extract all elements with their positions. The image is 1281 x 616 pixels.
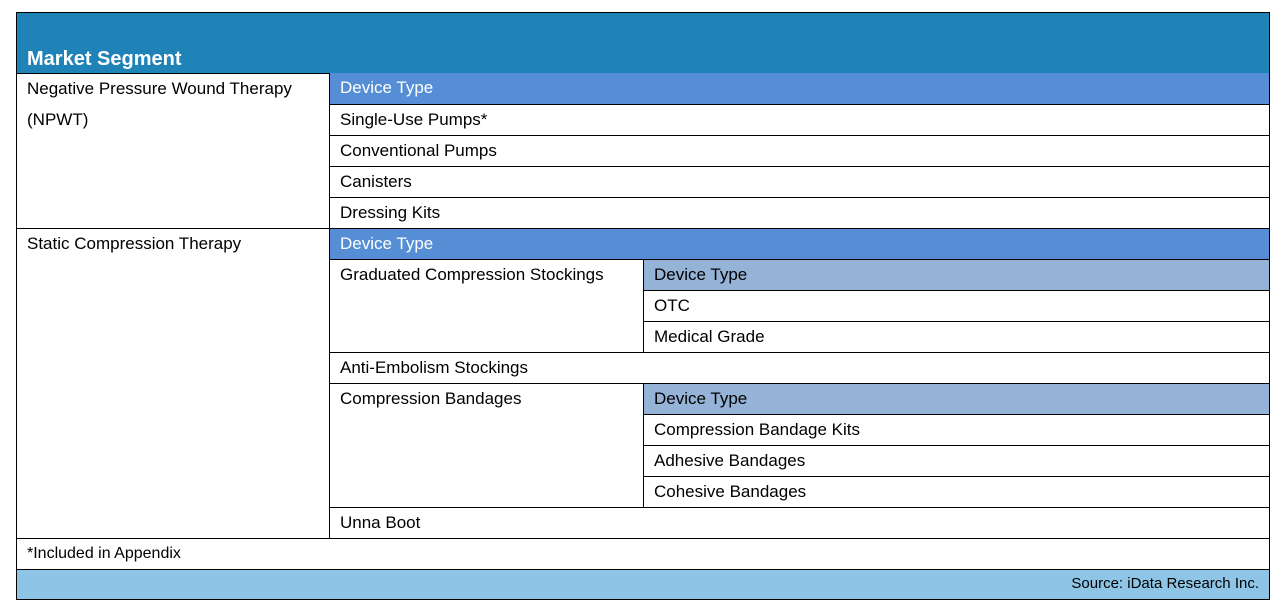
list-item: Canisters bbox=[329, 166, 1269, 197]
source-text: Source: iData Research Inc. bbox=[1071, 575, 1259, 592]
unna-boot: Unna Boot bbox=[329, 507, 1269, 538]
source-bar bbox=[17, 569, 1269, 599]
segment-static-compression: Static Compression Therapy bbox=[17, 228, 330, 538]
table-title: Market Segment bbox=[27, 48, 182, 70]
anti-embolism-stockings: Anti-Embolism Stockings bbox=[329, 352, 1269, 383]
list-item: Cohesive Bandages bbox=[643, 476, 1269, 507]
graduated-device-type-header: Device Type bbox=[643, 259, 1269, 290]
bandages-device-type-header: Device Type bbox=[643, 383, 1269, 414]
list-item: Adhesive Bandages bbox=[643, 445, 1269, 476]
footnote: *Included in Appendix bbox=[17, 538, 1269, 569]
table-header bbox=[17, 13, 1269, 74]
graduated-compression-stockings: Graduated Compression Stockings bbox=[329, 259, 644, 352]
list-item: Compression Bandage Kits bbox=[643, 414, 1269, 445]
npwt-device-type-header: Device Type bbox=[329, 73, 1269, 104]
segment-npwt: Negative Pressure Wound Therapy (NPWT) bbox=[27, 79, 292, 129]
list-item: Conventional Pumps bbox=[329, 135, 1269, 166]
compression-bandages: Compression Bandages bbox=[329, 383, 644, 507]
list-item: Single-Use Pumps* bbox=[329, 104, 1269, 135]
sct-device-type-header: Device Type bbox=[329, 228, 1269, 259]
list-item: OTC bbox=[643, 290, 1269, 321]
list-item: Medical Grade bbox=[643, 321, 1269, 352]
list-item: Dressing Kits bbox=[329, 197, 1269, 228]
market-segment-table bbox=[16, 12, 1270, 600]
